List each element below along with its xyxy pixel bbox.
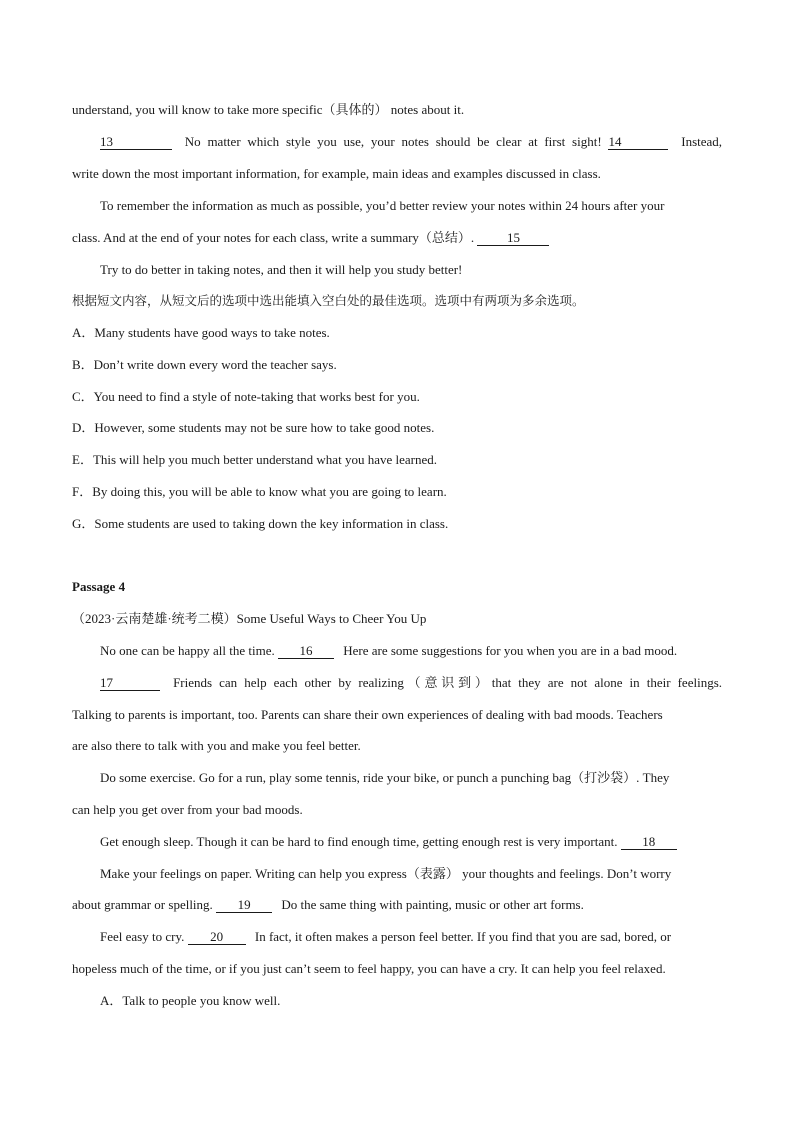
passage3-line-text: Try to do better in taking notes, and then it will help you study better! xyxy=(100,262,463,277)
passage4-line-text: In fact, it often makes a person feel better. If you find that you are sad, bored, or xyxy=(254,929,672,944)
passage4-paragraph-line xyxy=(72,737,722,755)
passage4-line-text: can help you get over from your bad moods. xyxy=(72,802,303,817)
passage4-option-a: A．Talk to people you know well. xyxy=(100,993,281,1008)
passage4-line-text: Friends can help each other by realizing（意识到）that they are not alone in their feelings. xyxy=(173,675,722,690)
passage4-line-text: Get enough sleep. Though it can be hard to find enough time, getting enough rest is very important. xyxy=(100,834,618,849)
answer-blank-15[interactable]: 15 xyxy=(477,230,549,246)
answer-blank-14[interactable]: 14 xyxy=(608,134,668,150)
passage4-paragraph-line xyxy=(72,706,722,724)
passage-heading: Passage 4 xyxy=(72,579,126,594)
passage4-paragraph-line xyxy=(72,896,722,914)
answer-blank-17[interactable]: 17 xyxy=(100,675,160,691)
passage3-paragraph-line xyxy=(72,101,722,119)
passage4-paragraph-line xyxy=(100,769,722,787)
option-g: G．Some students are used to taking down the key information in class. xyxy=(72,516,449,531)
passage4-line-text: hopeless much of the time, or if you just can’t seem to feel happy, you can have a cry. It can help you feel relaxed. xyxy=(72,961,666,976)
passage4-line-text: Do some exercise. Go for a run, play some tennis, ride your bike, or punch a punching bag（打沙袋）. They xyxy=(100,770,670,785)
passage3-line-text: understand, you will know to take more specific（具体的） notes about it. xyxy=(72,102,465,117)
passage4-paragraph-line xyxy=(100,674,722,692)
passage4-paragraph-line xyxy=(72,801,722,819)
passage3-line-text: Instead, xyxy=(681,134,722,149)
answer-blank-20[interactable]: 20 xyxy=(188,929,246,945)
answer-blank-19[interactable]: 19 xyxy=(216,897,272,913)
passage4-paragraph-line xyxy=(100,865,722,883)
passage3-line-text: To remember the information as much as possible, you’d better review your notes within 24 hours after your xyxy=(100,198,665,213)
passage4-paragraph-line xyxy=(72,960,722,978)
passage4-paragraph-line xyxy=(100,642,722,660)
passage4-line-text: No one can be happy all the time. xyxy=(100,643,275,658)
passage-source-title: （2023·云南楚雄·统考二模）Some Useful Ways to Cheer You Up xyxy=(72,611,427,626)
answer-blank-16[interactable]: 16 xyxy=(278,643,334,659)
passage4-line-text: Feel easy to cry. xyxy=(100,929,185,944)
passage4-paragraph-line xyxy=(100,833,722,851)
passage3-paragraph-line xyxy=(72,229,722,247)
option-a: A．Many students have good ways to take notes. xyxy=(72,325,330,340)
option-b: B．Don’t write down every word the teacher says. xyxy=(72,357,337,372)
passage3-paragraph-line xyxy=(100,133,722,151)
passage4-paragraph-line xyxy=(100,928,722,946)
option-c: C．You need to find a style of note-taking that works best for you. xyxy=(72,389,420,404)
answer-blank-18[interactable]: 18 xyxy=(621,834,677,850)
passage4-line-text: about grammar or spelling. xyxy=(72,897,213,912)
passage4-line-text: are also there to talk with you and make you feel better. xyxy=(72,738,361,753)
option-d: D．However, some students may not be sure how to take good notes. xyxy=(72,420,435,435)
passage4-line-text: Talking to parents is important, too. Parents can share their own experiences of dealing with bad moods. Teachers xyxy=(72,707,663,722)
answer-blank-13[interactable]: 13 xyxy=(100,134,172,150)
passage4-line-text: Do the same thing with painting, music or other art forms. xyxy=(281,897,584,912)
passage3-line-text: class. And at the end of your notes for each class, write a summary（总结）. xyxy=(72,230,475,245)
passage3-line-text: write down the most important information, for example, main ideas and examples discussed in class. xyxy=(72,166,601,181)
passage4-line-text: Here are some suggestions for you when you are in a bad mood. xyxy=(343,643,678,658)
task-instruction: 根据短文内容，从短文后的选项中选出能填入空白处的最佳选项。选项中有两项为多余选项。 xyxy=(72,293,585,308)
passage3-paragraph-line xyxy=(100,197,722,215)
passage3-line-text: No matter which style you use, your notes should be clear at first sight! xyxy=(184,134,602,149)
option-f: F．By doing this, you will be able to know what you are going to learn. xyxy=(72,484,447,499)
passage3-paragraph-line xyxy=(100,261,722,279)
passage3-paragraph-line xyxy=(72,165,722,183)
option-e: E．This will help you much better understand what you have learned. xyxy=(72,452,437,467)
passage4-line-text: Make your feelings on paper. Writing can help you express（表露） your thoughts and feelings. Don’t worry xyxy=(100,866,672,881)
